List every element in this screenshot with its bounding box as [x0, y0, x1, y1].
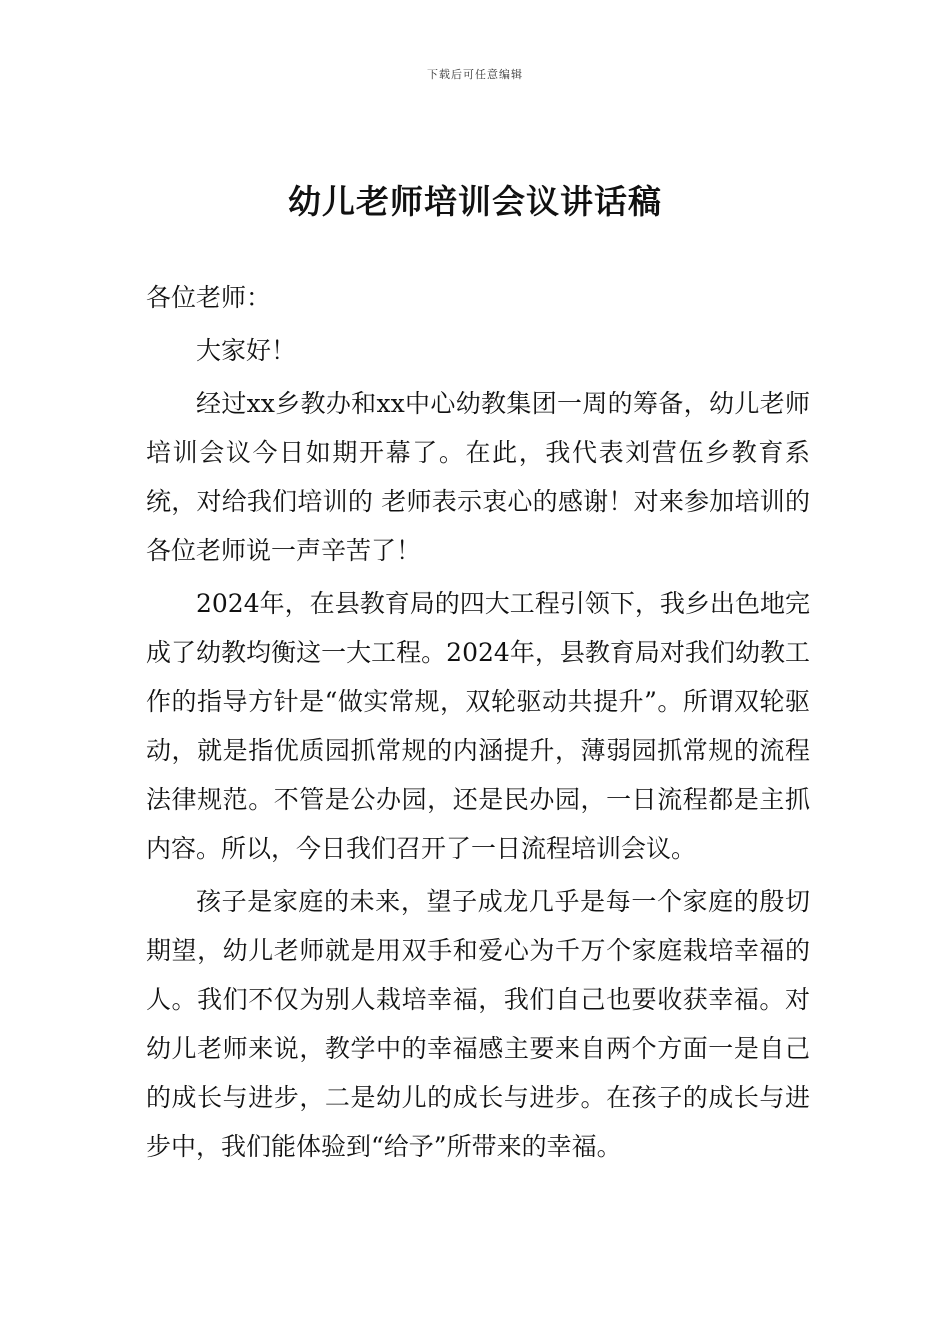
page-header-note: 下载后可任意编辑	[427, 68, 523, 81]
paragraph-happiness: 孩子是家庭的未来，望子成龙几乎是每一个家庭的殷切期望，幼儿老师就是用双手和爱心为千万个家庭栽培幸福的人。我们不仅为别人栽培幸福，我们自己也要收获幸福。对幼儿老师来说，教学中的幸福感主要来自两个方面一是自己的成长与进步，二是幼儿的成长与进步。在孩子的成长与进步中，我们能体验到“给予”所带来的幸福。	[146, 887, 810, 1161]
paragraph-opening: 经过xx乡教办和xx中心幼教集团一周的筹备，幼儿老师培训会议今日如期开幕了。在此，我代表刘营伍乡教育系统，对给我们培训的 老师表示衷心的感谢！对来参加培训的各位老师说一声辛苦了！	[146, 389, 810, 565]
document-title: 幼儿老师培训会议讲话稿	[288, 182, 662, 221]
salutation: 各位老师：	[146, 283, 272, 312]
paragraph-2024-work: 2024年，在县教育局的四大工程引领下，我乡出色地完成了幼教均衡这一大工程。2024年，县教育局对我们幼教工作的指导方针是“做实常规，双轮驱动共提升”。所谓双轮驱动，就是指优质园抓常规的内涵提升，薄弱园抓常规的流程法律规范。不管是公办园，还是民办园，一日流程都是主抓内容。所以，今日我们召开了一日流程培训会议。	[146, 589, 810, 863]
paragraph-greeting: 大家好！	[196, 336, 297, 365]
document-body	[146, 273, 810, 1175]
